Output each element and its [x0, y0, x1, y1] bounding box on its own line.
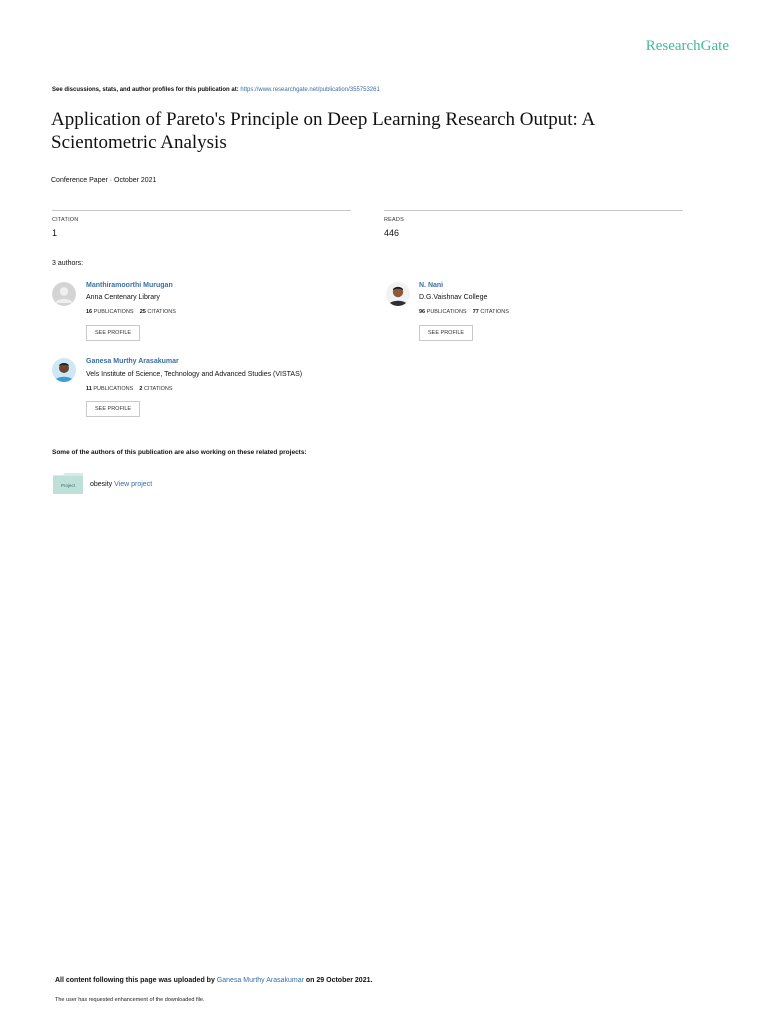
upload-suffix: on 29 October 2021.	[303, 977, 373, 984]
author-institution-2: D.G.Vaishnav College	[419, 294, 488, 301]
author-name-1[interactable]: Manthiramoorthi Murugan	[86, 282, 173, 289]
conference-line: Conference Paper · October 2021	[51, 177, 157, 184]
author-stats-2	[419, 309, 509, 315]
citations-count: 25	[139, 309, 146, 315]
citations-count: 77	[472, 309, 479, 315]
author-name-3[interactable]: Ganesa Murthy Arasakumar	[86, 358, 179, 365]
citations-label: CITATIONS	[147, 309, 176, 315]
publications-label: PUBLICATIONS	[93, 386, 134, 392]
author-stats-3	[86, 386, 173, 392]
project-folder-icon[interactable]	[53, 473, 83, 494]
citations-label: CITATIONS	[144, 386, 173, 392]
publications-count: 16	[86, 309, 93, 315]
publications-count: 11	[86, 386, 92, 392]
citations-label: CITATIONS	[480, 309, 509, 315]
citation-count: 1	[52, 228, 58, 238]
author-name-2[interactable]: N. Nani	[419, 282, 444, 289]
publication-url-link[interactable]: https://www.researchgate.net/publication/355753261	[240, 87, 380, 93]
project-name: obesity	[90, 481, 113, 488]
discussion-line	[52, 87, 380, 93]
divider-left	[52, 210, 351, 211]
author-institution-1: Anna Centenary Library	[86, 294, 160, 301]
paper-title: Application of Pareto's Principle on Deep Learning Research Output: A Scientometric Analysis	[51, 109, 595, 153]
author-photo-3[interactable]	[52, 358, 76, 382]
project-row	[90, 481, 152, 488]
reads-count: 446	[384, 228, 400, 238]
author-photo-2[interactable]	[386, 282, 410, 306]
publications-label: PUBLICATIONS	[426, 309, 467, 315]
related-projects-heading: Some of the authors of this publication are also working on these related projects:	[52, 449, 307, 456]
divider-right	[384, 210, 683, 211]
project-icon-label: Project	[60, 483, 76, 488]
see-profile-button-3[interactable]: SEE PROFILE	[86, 401, 140, 417]
view-project-link[interactable]: View project	[114, 481, 153, 488]
reads-label: READS	[384, 217, 404, 223]
avatar-placeholder-icon[interactable]	[52, 282, 76, 306]
author-stats-1	[86, 309, 176, 315]
enhancement-note: The user has requested enhancement of the downloaded file.	[55, 997, 205, 1003]
upload-prefix: All content following this page was uploaded by	[55, 977, 217, 984]
authors-heading: 3 authors:	[52, 260, 84, 267]
researchgate-logo[interactable]: ResearchGate	[645, 38, 729, 54]
publications-count: 96	[419, 309, 426, 315]
publications-label: PUBLICATIONS	[93, 309, 134, 315]
citation-label: CITATION	[52, 217, 79, 223]
upload-info	[55, 977, 372, 984]
see-profile-button-2[interactable]: SEE PROFILE	[419, 325, 473, 341]
see-profile-button-1[interactable]: SEE PROFILE	[86, 325, 140, 341]
uploader-link[interactable]: Ganesa Murthy Arasakumar	[216, 977, 304, 984]
author-institution-3: Vels Institute of Science, Technology and Advanced Studies (VISTAS)	[86, 371, 303, 378]
discussion-text: See discussions, stats, and author profiles for this publication at:	[52, 87, 241, 93]
citations-count: 2	[139, 386, 143, 392]
